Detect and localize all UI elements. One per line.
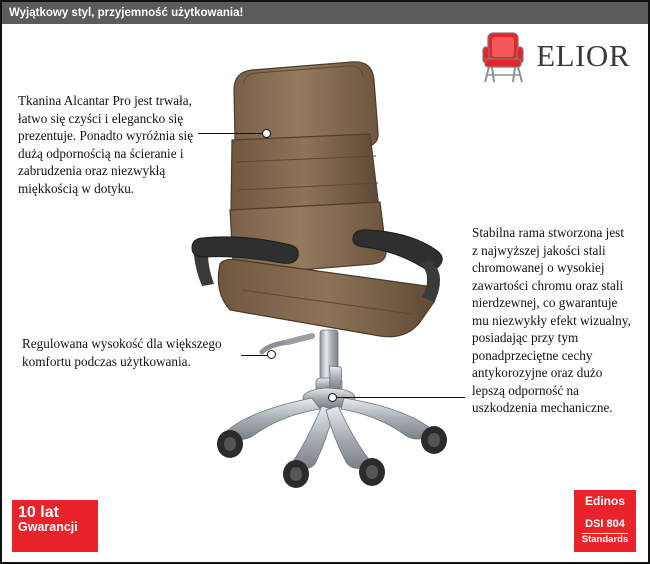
warranty-label: Gwarancji	[18, 520, 78, 534]
callout-dot-frame	[328, 393, 337, 402]
callout-dot-fabric	[262, 129, 271, 138]
edinos-code: DSI 804	[585, 518, 625, 530]
edinos-badge	[574, 490, 636, 552]
note-frame: Stabilna rama stworzona jest z najwyższej jakości stali chromowanej o wysokiej zawartości chromu oraz stali nierdzewnej, co gwarantuje mu niezwykły efekt wizualny, posiadając przy tym ponadprzeciętne cechy antykorozyjne oraz dużo lepszą odporność na uszkodzenia mechaniczne.	[472, 225, 631, 415]
edinos-standards: Standards	[581, 534, 629, 545]
edinos-name: Edinos	[584, 494, 625, 508]
brand-logo	[480, 28, 630, 86]
leader-line-fabric	[198, 133, 266, 134]
leader-line-frame	[333, 397, 465, 398]
warranty-years: 10 lat	[18, 504, 59, 521]
callout-dot-height	[267, 350, 276, 359]
page-title: Wyjątkowy styl, przyjemność użytkowania!	[2, 2, 648, 24]
warranty-badge	[12, 500, 98, 552]
note-fabric: Tkanina Alcantar Pro jest trwała, łatwo się czyści i elegancko się prezentuje. Ponadto wyróżnia się dużą odpornością na ścieranie i zabrudzenia oraz niezwykłą miękkością w dotyku.	[18, 93, 194, 196]
product-image	[172, 42, 492, 512]
brand-name: ELIOR	[536, 37, 630, 73]
note-height: Regulowana wysokość dla większego komfortu podczas użytkowania.	[22, 336, 222, 369]
